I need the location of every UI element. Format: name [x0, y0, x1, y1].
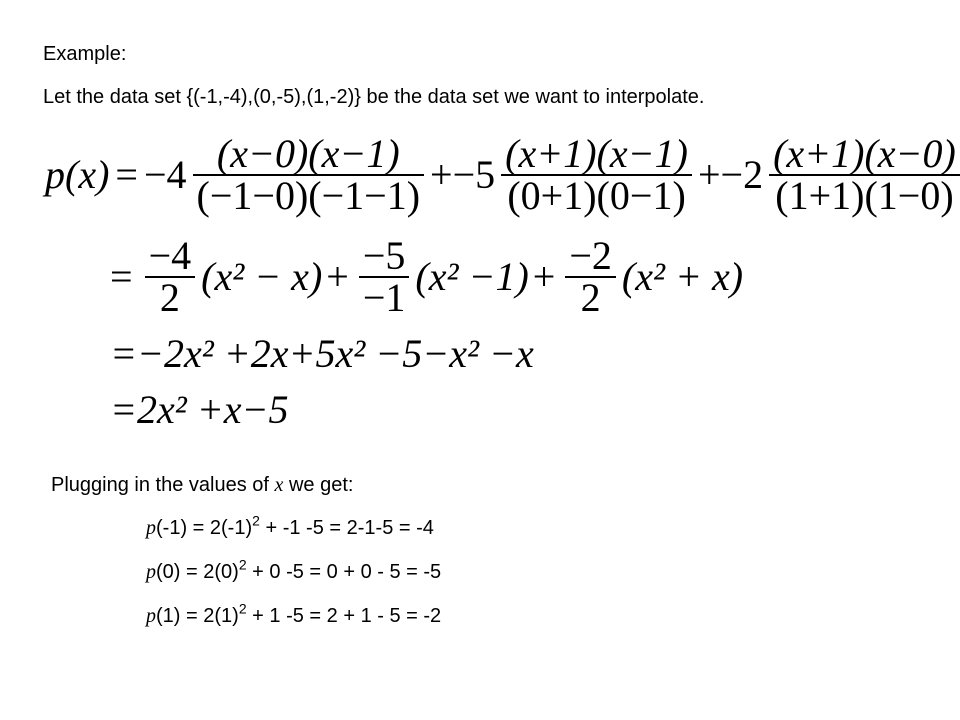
- plugging-var: x: [274, 474, 284, 496]
- term3-fraction: [769, 131, 960, 218]
- term3-operator: +−2: [697, 152, 764, 197]
- term1-coef: −4: [143, 152, 187, 197]
- value-p: p: [146, 561, 156, 583]
- step2-f2-num: −5: [362, 233, 406, 278]
- value-rest: + 1 -5 = 2 + 1 - 5 = -2: [246, 605, 442, 627]
- term2-denominator: (0+1)(0−1): [507, 173, 686, 218]
- intro-text: Let the data set {(-1,-4),(0,-5),(1,-2)} be the data set we want to interpolate.: [43, 86, 705, 108]
- step2-f1-num: −4: [148, 233, 192, 278]
- term2-numerator: (x+1)(x−1): [505, 131, 688, 176]
- step4-equation: =2x² +x−5: [110, 387, 289, 432]
- step2-paren2: (x² −1): [415, 254, 529, 299]
- step3-equation: =−2x² +2x+5x² −5−x² −x: [110, 331, 534, 376]
- step2-fraction1: [145, 233, 196, 320]
- plugging-text: [51, 474, 353, 497]
- value-exponent: 2: [238, 556, 247, 573]
- value-rest: + 0 -5 = 0 + 0 - 5 = -5: [246, 561, 442, 583]
- step2-f2-den: −1: [362, 275, 406, 320]
- plugging-after: we get:: [283, 474, 354, 496]
- term2-operator: +−5: [430, 152, 496, 197]
- example-heading: Example:: [43, 43, 127, 65]
- value-exponent: 2: [238, 600, 247, 617]
- step2-fraction2: [359, 233, 410, 320]
- value-arg: (-1) = 2(-1): [156, 517, 253, 539]
- plugging-before: Plugging in the values of: [51, 474, 275, 496]
- term1-denominator: (−1−0)(−1−1): [196, 173, 421, 218]
- value-p: p: [146, 517, 156, 539]
- step2-equation: [110, 233, 744, 320]
- step2-plus1: +: [326, 254, 349, 299]
- step2-f3-num: −2: [569, 233, 612, 278]
- step2-f3-den: 2: [580, 275, 601, 320]
- term3-denominator: (1+1)(1−0): [775, 173, 954, 218]
- step2-equals: =: [110, 254, 133, 299]
- term1-fraction: [193, 131, 425, 218]
- value-arg: (1) = 2(1): [156, 605, 239, 627]
- term1-numerator: (x−0)(x−1): [216, 131, 400, 176]
- step2-fraction3: [565, 233, 616, 320]
- equation-equals: =: [115, 152, 138, 197]
- term3-numerator: (x+1)(x−0): [773, 131, 956, 176]
- value-p: p: [146, 605, 156, 627]
- value-exponent: 2: [252, 512, 260, 529]
- step2-plus2: +: [532, 254, 556, 299]
- value-arg: (0) = 2(0): [156, 561, 239, 583]
- step2-paren1: (x² − x): [201, 254, 323, 299]
- term2-fraction: [501, 131, 692, 218]
- value-line: [146, 512, 434, 540]
- equation-lhs: p(x): [45, 152, 110, 197]
- step2-f1-den: 2: [159, 275, 180, 320]
- value-line: [146, 600, 442, 628]
- value-rest: + -1 -5 = 2-1-5 = -4: [259, 517, 434, 539]
- value-line: [146, 556, 442, 584]
- lagrange-equation: [45, 131, 960, 218]
- step2-paren3: (x² + x): [621, 254, 744, 299]
